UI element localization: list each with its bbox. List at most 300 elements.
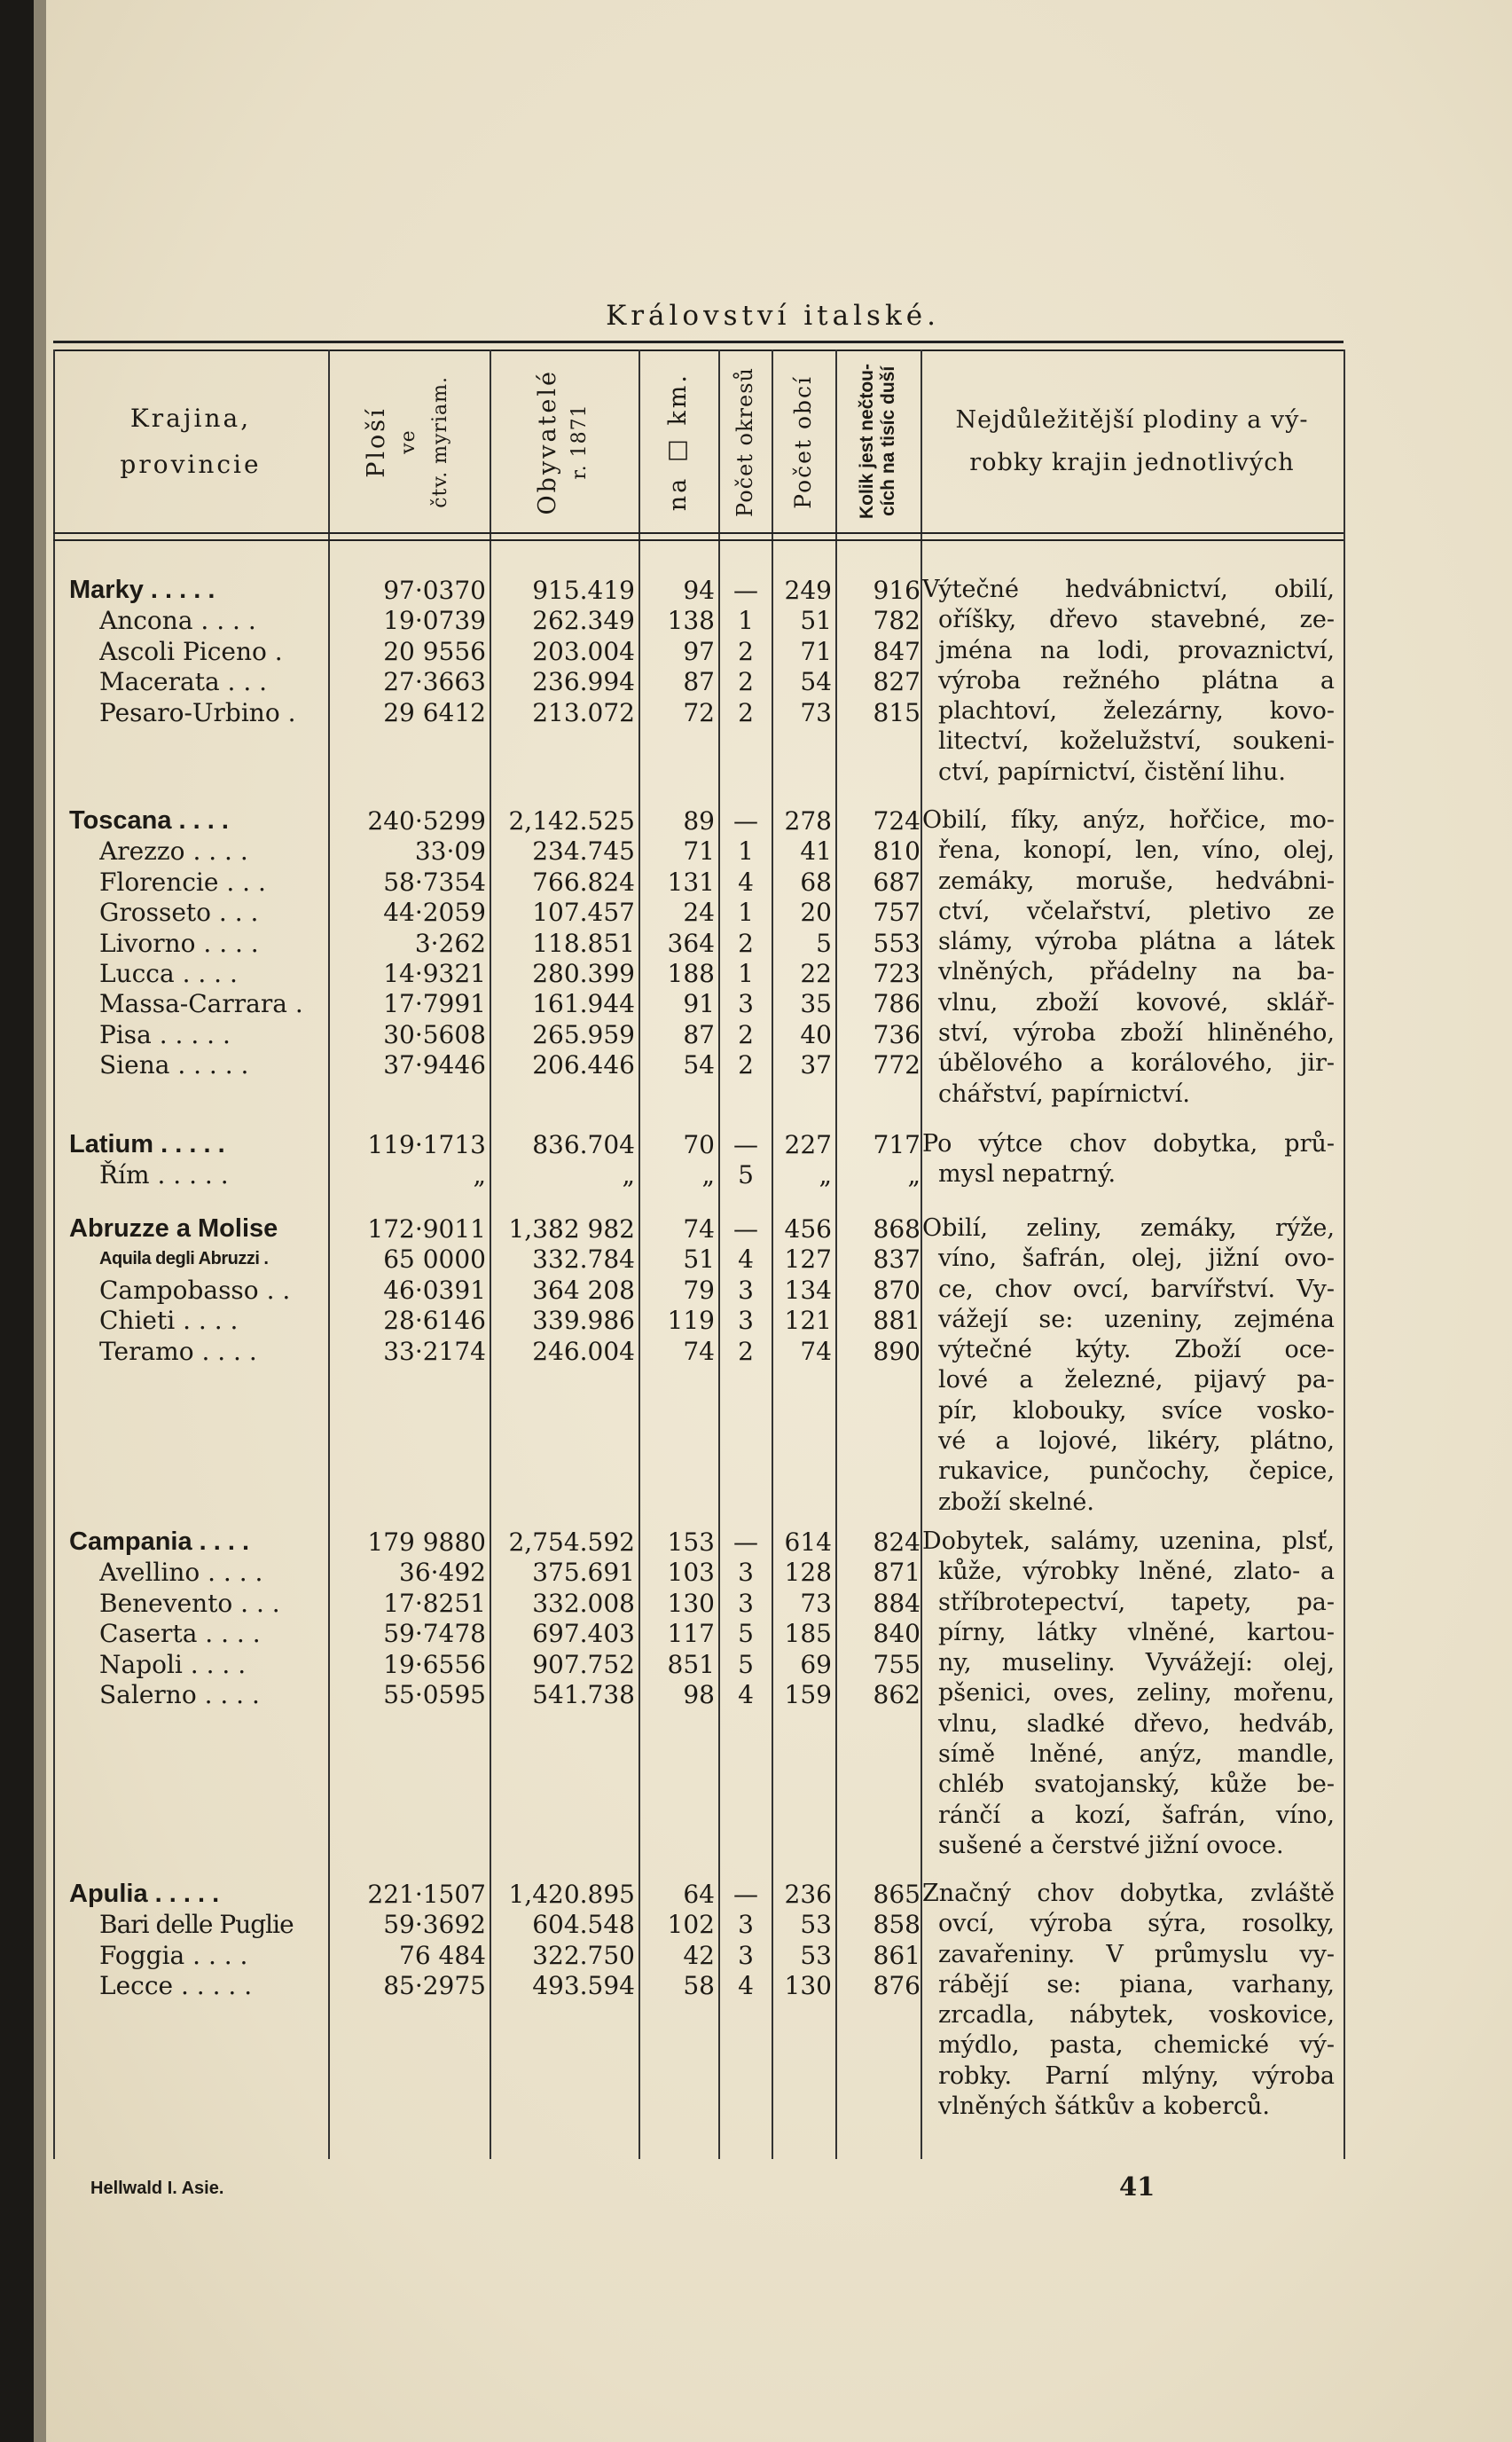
page-number: 41 <box>1119 2171 1156 2202</box>
illiterates-cell: 840 <box>873 1619 921 1649</box>
communes-cell: 134 <box>784 1275 832 1305</box>
communes-cell: 40 <box>800 1019 832 1049</box>
name-cell: Florencie . . . <box>99 867 266 897</box>
districts-cell: 3 <box>738 1940 754 1970</box>
area-cell: 179 9880 <box>367 1527 486 1557</box>
population-cell: 364 208 <box>532 1275 635 1305</box>
province-row <box>34 1618 921 1649</box>
districts-cell: 2 <box>738 1336 754 1366</box>
districts-cell: — <box>733 1214 758 1244</box>
population-cell: 322.750 <box>532 1940 635 1970</box>
density-cell: 79 <box>683 1275 715 1305</box>
description-line: símě lněné, anýz, mandle, <box>938 1740 1335 1769</box>
illiterates-cell: 724 <box>873 806 921 836</box>
districts-cell: 4 <box>738 1971 754 2001</box>
illiterates-cell: 865 <box>873 1880 921 1909</box>
province-row <box>34 897 921 928</box>
population-cell: 213.072 <box>532 697 635 727</box>
area-cell: „ <box>473 1160 486 1190</box>
header-obyvatele: Obyvatelé r. 1871 <box>534 368 591 515</box>
province-row <box>34 605 921 636</box>
population-cell: 1,382 982 <box>508 1214 635 1244</box>
districts-cell: 3 <box>738 1275 754 1305</box>
header-pocet-obci: Počet obcí <box>790 374 816 509</box>
description-line: rábějí se: piana, varhany, <box>938 1970 1335 1998</box>
density-cell: 138 <box>667 606 715 636</box>
density-cell: 70 <box>683 1130 715 1159</box>
description-line: vlněných, přádelny na ba- <box>938 958 1335 986</box>
area-cell: 55·0595 <box>383 1680 486 1709</box>
area-cell: 28·6146 <box>383 1306 486 1336</box>
illiterates-cell: 862 <box>873 1680 921 1709</box>
area-cell: 29 6412 <box>383 697 486 727</box>
description-line: Značný chov dobytka, zvláště <box>922 1880 1335 1907</box>
description-line: sušené a čerstvé jižní ovoce. <box>938 1831 1284 1859</box>
description-line: ovcí, výroba sýra, rosolky, <box>938 1910 1335 1938</box>
illiterates-cell: „ <box>907 1160 921 1190</box>
communes-cell: 121 <box>784 1306 832 1336</box>
area-cell: 30·5608 <box>383 1019 486 1049</box>
description-line: ny, museliny. Vyvážejí: olej, <box>938 1649 1335 1677</box>
illiterates-cell: 755 <box>873 1649 921 1679</box>
population-cell: 246.004 <box>532 1336 635 1366</box>
name-cell: Marky . . . . . <box>69 576 215 604</box>
population-cell: 332.784 <box>532 1245 635 1275</box>
districts-cell: 2 <box>738 667 754 697</box>
description-line: ctví, papírnictví, čistění lihu. <box>938 758 1286 786</box>
population-cell: 332.008 <box>532 1588 635 1618</box>
description-line: Obilí, fíky, anýz, hořčice, mo- <box>922 806 1335 834</box>
description-line: robky. Parní mlýny, výroba <box>938 2061 1335 2090</box>
population-cell: 2,754.592 <box>508 1527 635 1557</box>
province-row <box>34 1649 921 1680</box>
illiterates-cell: 861 <box>873 1940 921 1970</box>
province-row <box>34 1909 921 1940</box>
description-line: slámy, výroba plátna a látek <box>938 928 1335 956</box>
communes-cell: 73 <box>800 697 832 727</box>
density-cell: 51 <box>683 1245 715 1275</box>
area-cell: 58·7354 <box>383 867 486 897</box>
communes-cell: 51 <box>800 606 832 636</box>
density-cell: 91 <box>683 989 715 1019</box>
description-line: zavařeniny. V průmyslu vy- <box>938 1940 1335 1968</box>
name-cell: Bari delle Puglie <box>99 1910 294 1940</box>
communes-cell: 5 <box>816 928 832 958</box>
density-cell: 64 <box>683 1880 715 1909</box>
header-oplosi: Ploší ve čtv. myriam. <box>363 375 451 508</box>
description-line: chléb svatojanský, kůže be- <box>938 1771 1335 1799</box>
communes-cell: 41 <box>800 836 832 867</box>
area-cell: 17·7991 <box>383 989 486 1019</box>
density-cell: 364 <box>667 928 715 958</box>
name-cell: Foggia . . . . <box>99 1940 248 1970</box>
name-cell: Ascoli Piceno . <box>99 636 283 666</box>
communes-cell: 249 <box>784 576 832 605</box>
population-cell: 206.446 <box>532 1050 635 1080</box>
name-cell: Macerata . . . <box>99 667 268 697</box>
name-cell: Ancona . . . . <box>99 606 256 636</box>
area-cell: 44·2059 <box>383 898 486 928</box>
area-cell: 33·2174 <box>383 1336 486 1366</box>
region-row <box>34 575 921 606</box>
area-cell: 14·9321 <box>383 959 486 988</box>
area-cell: 36·492 <box>399 1558 486 1588</box>
population-cell: 375.691 <box>532 1558 635 1588</box>
population-cell: „ <box>622 1160 635 1190</box>
communes-cell: 22 <box>800 959 832 988</box>
area-cell: 76 484 <box>399 1940 486 1970</box>
name-cell: Toscana . . . . <box>69 806 229 835</box>
area-cell: 19·0739 <box>383 606 486 636</box>
province-row <box>34 1019 921 1050</box>
density-cell: 119 <box>667 1306 715 1336</box>
description-line: lové a železné, pijavý pa- <box>938 1366 1335 1394</box>
province-row <box>34 1305 921 1336</box>
description-line: oříšky, dřevo stavebné, ze- <box>938 606 1335 634</box>
population-cell: 493.594 <box>532 1971 635 2001</box>
area-cell: 33·09 <box>414 836 486 867</box>
book-page <box>34 0 1512 2442</box>
population-cell: 262.349 <box>532 606 635 636</box>
districts-cell: 5 <box>738 1160 754 1190</box>
header-rule <box>53 539 1344 541</box>
province-row <box>34 867 921 898</box>
districts-cell: — <box>733 806 758 836</box>
area-cell: 37·9446 <box>383 1050 486 1080</box>
area-cell: 20 9556 <box>383 636 486 666</box>
region-row <box>34 805 921 836</box>
area-cell: 119·1713 <box>367 1130 486 1159</box>
population-cell: 836.704 <box>532 1130 635 1159</box>
province-row <box>34 1275 921 1306</box>
name-cell: Avellino . . . . <box>99 1558 263 1588</box>
population-cell: 907.752 <box>532 1649 635 1679</box>
districts-cell: 1 <box>738 898 754 928</box>
communes-cell: 456 <box>784 1214 832 1244</box>
title-rule-thick <box>53 341 1344 343</box>
name-cell: Aquila degli Abruzzi . <box>99 1249 269 1269</box>
population-cell: 697.403 <box>532 1619 635 1649</box>
illiterates-cell: 782 <box>873 606 921 636</box>
communes-cell: „ <box>819 1160 832 1190</box>
description-line: výroba režného plátna a <box>938 666 1335 695</box>
table-right-border <box>1344 349 1345 2159</box>
description-line: ctví, včelařství, pletivo ze <box>938 897 1335 925</box>
districts-cell: 1 <box>738 606 754 636</box>
header-na-km: na □ km. <box>664 372 692 512</box>
province-row <box>34 836 921 867</box>
communes-cell: 69 <box>800 1649 832 1679</box>
description-line: pír, klobouky, svíce vosko- <box>938 1396 1335 1425</box>
communes-cell: 71 <box>800 636 832 666</box>
illiterates-cell: 837 <box>873 1245 921 1275</box>
density-cell: 851 <box>667 1649 715 1679</box>
density-cell: 87 <box>683 1019 715 1049</box>
population-cell: 339.986 <box>532 1306 635 1336</box>
province-row <box>34 988 921 1019</box>
districts-cell: 5 <box>738 1619 754 1649</box>
density-cell: 24 <box>683 898 715 928</box>
illiterates-cell: 786 <box>873 989 921 1019</box>
density-cell: 131 <box>667 867 715 897</box>
region-row <box>34 1129 921 1160</box>
density-cell: 188 <box>667 959 715 988</box>
page-title: Království italské. <box>606 300 940 332</box>
description-line: mýdlo, pasta, chemické vý- <box>938 2031 1335 2060</box>
products-description <box>922 1879 1335 2122</box>
area-cell: 65 0000 <box>383 1245 486 1275</box>
population-cell: 265.959 <box>532 1019 635 1049</box>
name-cell: Benevento . . . <box>99 1588 280 1618</box>
province-row <box>34 1970 921 2001</box>
illiterates-cell: 827 <box>873 667 921 697</box>
description-line: pírny, látky vlněné, kartou- <box>938 1618 1335 1646</box>
population-cell: 604.548 <box>532 1910 635 1940</box>
districts-cell: 2 <box>738 697 754 727</box>
header-plodiny: Nejdůležitější plodiny a vý- robky krajin jednotlivých <box>955 406 1309 476</box>
area-cell: 240·5299 <box>367 806 486 836</box>
population-cell: 107.457 <box>532 898 635 928</box>
districts-cell: 3 <box>738 989 754 1019</box>
description-line: rukavice, punčochy, čepice, <box>938 1457 1335 1486</box>
description-line: vlnu, zboží kovové, sklář- <box>938 988 1335 1017</box>
districts-cell: — <box>733 1880 758 1909</box>
communes-cell: 54 <box>800 667 832 697</box>
illiterates-cell: 757 <box>873 898 921 928</box>
description-line: pšenici, oves, zeliny, mořenu, <box>938 1679 1335 1708</box>
communes-cell: 37 <box>800 1050 832 1080</box>
density-cell: 98 <box>683 1680 715 1709</box>
province-row <box>34 928 921 959</box>
description-line: Po výtce chov dobytka, prů- <box>922 1130 1335 1158</box>
communes-cell: 68 <box>800 867 832 897</box>
communes-cell: 130 <box>784 1971 832 2001</box>
illiterates-cell: 810 <box>873 836 921 867</box>
products-description <box>922 1527 1335 1861</box>
name-cell: Massa-Carrara . <box>99 989 303 1019</box>
area-cell: 59·3692 <box>383 1910 486 1940</box>
districts-cell: 3 <box>738 1910 754 1940</box>
districts-cell: 3 <box>738 1588 754 1618</box>
districts-cell: 2 <box>738 1019 754 1049</box>
description-line: Dobytek, salámy, uzenina, plsť, <box>922 1527 1335 1555</box>
name-cell: Pesaro-Urbino . <box>99 697 296 727</box>
name-cell: Lucca . . . . <box>99 959 238 988</box>
districts-cell: 4 <box>738 1680 754 1709</box>
population-cell: 118.851 <box>532 928 635 958</box>
province-row <box>34 666 921 697</box>
communes-cell: 185 <box>784 1619 832 1649</box>
density-cell: 72 <box>683 697 715 727</box>
description-line: vážejí se: uzeniny, zejména <box>938 1305 1335 1333</box>
districts-cell: 3 <box>738 1306 754 1336</box>
districts-cell: 1 <box>738 959 754 988</box>
description-line: chářství, papírnictví. <box>938 1080 1190 1108</box>
description-line: plachtoví, železárny, kovo- <box>938 697 1335 726</box>
description-line: kůže, výrobky lněné, zlato- a <box>938 1558 1335 1586</box>
header-krajina: Krajina, provincie <box>120 404 262 479</box>
population-cell: 541.738 <box>532 1680 635 1709</box>
description-line: zemáky, moruše, hedvábni- <box>938 867 1335 895</box>
illiterates-cell: 884 <box>873 1588 921 1618</box>
name-cell: Caserta . . . . <box>99 1619 261 1649</box>
name-cell: Napoli . . . . <box>99 1649 247 1679</box>
province-row <box>34 958 921 989</box>
name-cell: Livorno . . . . <box>99 928 259 958</box>
area-cell: 172·9011 <box>367 1214 486 1244</box>
communes-cell: 128 <box>784 1558 832 1588</box>
communes-cell: 127 <box>784 1245 832 1275</box>
density-cell: 58 <box>683 1971 715 2001</box>
name-cell: Grosseto . . . <box>99 898 259 928</box>
products-description <box>922 805 1335 1110</box>
districts-cell: 1 <box>738 836 754 867</box>
name-cell: Řím . . . . . <box>99 1160 229 1190</box>
name-cell: Lecce . . . . . <box>99 1971 253 2001</box>
communes-cell: 159 <box>784 1680 832 1709</box>
communes-cell: 614 <box>784 1527 832 1557</box>
density-cell: 54 <box>683 1050 715 1080</box>
description-line: řena, konopí, len, víno, olej, <box>938 836 1335 865</box>
districts-cell: — <box>733 576 758 605</box>
area-cell: 17·8251 <box>383 1588 486 1618</box>
illiterates-cell: 824 <box>873 1527 921 1557</box>
population-cell: 915.419 <box>532 576 635 605</box>
region-row <box>34 1879 921 1910</box>
footer-signature: Hellwald I. Asie. <box>90 2179 224 2198</box>
density-cell: 97 <box>683 636 715 666</box>
area-cell: 85·2975 <box>383 1971 486 2001</box>
illiterates-cell: 723 <box>873 959 921 988</box>
illiterates-cell: 890 <box>873 1336 921 1366</box>
province-row <box>34 1940 921 1971</box>
province-row <box>34 697 921 728</box>
description-line: výtečné kýty. Zboží oce- <box>938 1336 1335 1364</box>
population-cell: 2,142.525 <box>508 806 635 836</box>
density-cell: 130 <box>667 1588 715 1618</box>
population-cell: 203.004 <box>532 636 635 666</box>
name-cell: Pisa . . . . . <box>99 1019 231 1049</box>
description-line: zrcadla, nábytek, voskovice, <box>938 2001 1335 2030</box>
province-row <box>34 1336 921 1367</box>
region-row <box>34 1213 921 1245</box>
name-cell: Apulia . . . . . <box>69 1880 220 1908</box>
communes-cell: 35 <box>800 989 832 1019</box>
area-cell: 19·6556 <box>383 1649 486 1679</box>
name-cell: Campobasso . . <box>99 1275 291 1305</box>
products-description <box>922 1213 1335 1518</box>
population-cell: 236.994 <box>532 667 635 697</box>
density-cell: 153 <box>667 1527 715 1557</box>
communes-cell: 73 <box>800 1588 832 1618</box>
density-cell: 117 <box>667 1619 715 1649</box>
province-row <box>34 1159 921 1190</box>
population-cell: 161.944 <box>532 989 635 1019</box>
illiterates-cell: 717 <box>873 1130 921 1159</box>
illiterates-cell: 858 <box>873 1910 921 1940</box>
description-line: litectví, koželužství, soukeni- <box>938 727 1335 756</box>
products-description <box>922 575 1335 788</box>
districts-cell: 2 <box>738 928 754 958</box>
name-cell: Siena . . . . . <box>99 1050 249 1080</box>
description-line: vlnu, sladké dřevo, hedváb, <box>938 1709 1335 1738</box>
description-line: ství, výroba zboží hliněného, <box>938 1019 1335 1048</box>
name-cell: Salerno . . . . <box>99 1680 260 1709</box>
illiterates-cell: 871 <box>873 1558 921 1588</box>
density-cell: 102 <box>667 1910 715 1940</box>
name-cell: Latium . . . . . <box>69 1130 225 1158</box>
description-line: víno, šafrán, olej, jižní ovo- <box>938 1245 1335 1273</box>
description-line: vlněných šátkův a koberců. <box>938 2093 1270 2121</box>
area-cell: 221·1507 <box>367 1880 486 1909</box>
illiterates-cell: 916 <box>873 576 921 605</box>
area-cell: 3·262 <box>414 928 486 958</box>
population-cell: 234.745 <box>532 836 635 867</box>
illiterates-cell: 870 <box>873 1275 921 1305</box>
area-cell: 46·0391 <box>383 1275 486 1305</box>
districts-cell: 2 <box>738 636 754 666</box>
products-description <box>922 1129 1335 1190</box>
illiterates-cell: 553 <box>873 928 921 958</box>
communes-cell: 236 <box>784 1880 832 1909</box>
communes-cell: 53 <box>800 1940 832 1970</box>
density-cell: 89 <box>683 806 715 836</box>
description-line: Obilí, zeliny, zemáky, rýže, <box>922 1214 1335 1242</box>
density-cell: 74 <box>683 1214 715 1244</box>
density-cell: 42 <box>683 1940 715 1970</box>
illiterates-cell: 815 <box>873 697 921 727</box>
communes-cell: 20 <box>800 898 832 928</box>
illiterates-cell: 847 <box>873 636 921 666</box>
province-row <box>34 1679 921 1710</box>
description-line: zboží skelné. <box>938 1488 1094 1516</box>
density-cell: 103 <box>667 1558 715 1588</box>
density-cell: 94 <box>683 576 715 605</box>
name-cell: Campania . . . . <box>69 1527 250 1556</box>
communes-cell: 74 <box>800 1336 832 1366</box>
province-row <box>34 636 921 667</box>
name-cell: Abruzze a Molise <box>69 1214 278 1243</box>
communes-cell: 53 <box>800 1910 832 1940</box>
density-cell: 71 <box>683 836 715 867</box>
description-line: Výtečné hedvábnictví, obilí, <box>922 576 1335 603</box>
description-line: vé a lojové, likéry, plátno, <box>938 1427 1335 1456</box>
province-row <box>34 1049 921 1080</box>
description-line: jména na lodi, provaznictví, <box>938 636 1335 664</box>
description-line: stříbrotepectví, tapety, pa- <box>938 1588 1335 1616</box>
description-line: úbělového a korálového, jir- <box>938 1049 1335 1078</box>
area-cell: 97·0370 <box>383 576 486 605</box>
density-cell: 74 <box>683 1336 715 1366</box>
population-cell: 1,420.895 <box>508 1880 635 1909</box>
districts-cell: 5 <box>738 1649 754 1679</box>
area-cell: 59·7478 <box>383 1619 486 1649</box>
population-cell: 280.399 <box>532 959 635 988</box>
districts-cell: — <box>733 1130 758 1159</box>
header-nectoucich: Kolik jest nečtou- cích na tisíc duší <box>857 364 898 520</box>
illiterates-cell: 736 <box>873 1019 921 1049</box>
name-cell: Chieti . . . . <box>99 1306 239 1336</box>
districts-cell: 3 <box>738 1558 754 1588</box>
density-cell: 87 <box>683 667 715 697</box>
area-cell: 27·3663 <box>383 667 486 697</box>
districts-cell: — <box>733 1527 758 1557</box>
districts-cell: 4 <box>738 1245 754 1275</box>
illiterates-cell: 687 <box>873 867 921 897</box>
header-pocet-okresu: Počet okresů <box>732 366 757 517</box>
description-line: mysl nepatrný. <box>938 1160 1116 1189</box>
province-row <box>34 1588 921 1619</box>
